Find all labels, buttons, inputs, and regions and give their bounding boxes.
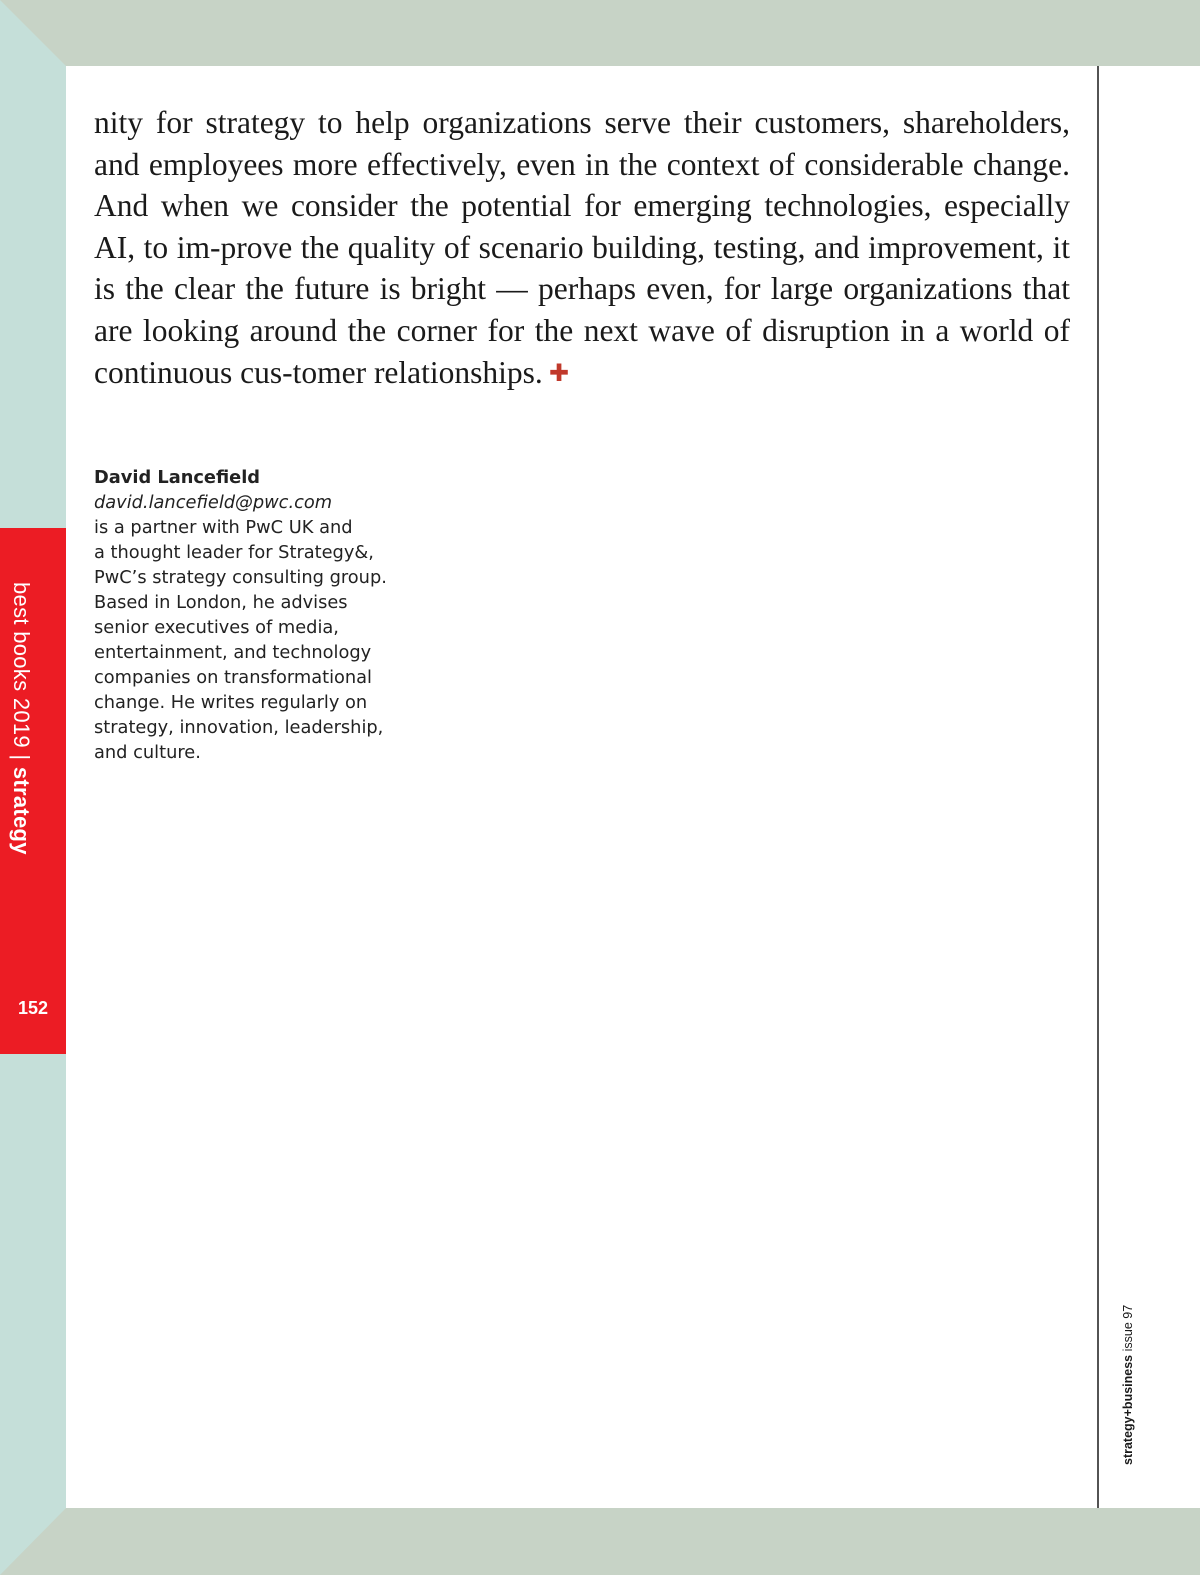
- bio-line: senior executives of media,: [94, 617, 339, 638]
- article-body-text: nity for strategy to help organizations serve their customers, shareholders, and employees more effectively, even in the context of considerable change. And when we consider the potential for emerging technologies, especially AI, to im-prove the quality of scenario building, testing, and improvement, it is the clear the future is bright — perhaps even, for large organizations that are looking around the corner for the next wave of disruption in a world of continuous cus-tomer relationships.: [94, 105, 1070, 390]
- bio-line: entertainment, and technology: [94, 642, 372, 663]
- author-bio: [94, 465, 394, 765]
- author-email[interactable]: david.lancefield@pwc.com: [94, 492, 333, 513]
- publication-issue: issue 97: [1121, 1304, 1135, 1352]
- article-body: [94, 102, 1070, 394]
- bio-line: PwC’s strategy consulting group.: [94, 567, 387, 588]
- bio-line: a thought leader for Strategy&,: [94, 542, 374, 563]
- section-name: strategy: [9, 766, 34, 855]
- bio-line: change. He writes regularly on: [94, 692, 368, 713]
- bio-line: Based in London, he advises: [94, 592, 348, 613]
- section-label: [8, 582, 34, 855]
- bio-line: is a partner with PwC UK and: [94, 517, 353, 538]
- publication-name: strategy+business: [1121, 1354, 1135, 1465]
- author-name: David Lancefield: [94, 467, 261, 488]
- bottom-frame-band: [0, 1508, 1200, 1575]
- section-separator: |: [9, 754, 34, 761]
- top-frame-band: [0, 0, 1200, 66]
- page-number: 152: [17, 998, 49, 1018]
- section-prefix: best books 2019: [9, 582, 34, 748]
- bio-line: companies on transformational: [94, 667, 372, 688]
- bio-line: strategy, innovation, leadership,: [94, 717, 384, 738]
- publication-label: [1121, 1305, 1135, 1465]
- bio-line: and culture.: [94, 742, 201, 763]
- end-mark-icon: ✚: [548, 358, 569, 387]
